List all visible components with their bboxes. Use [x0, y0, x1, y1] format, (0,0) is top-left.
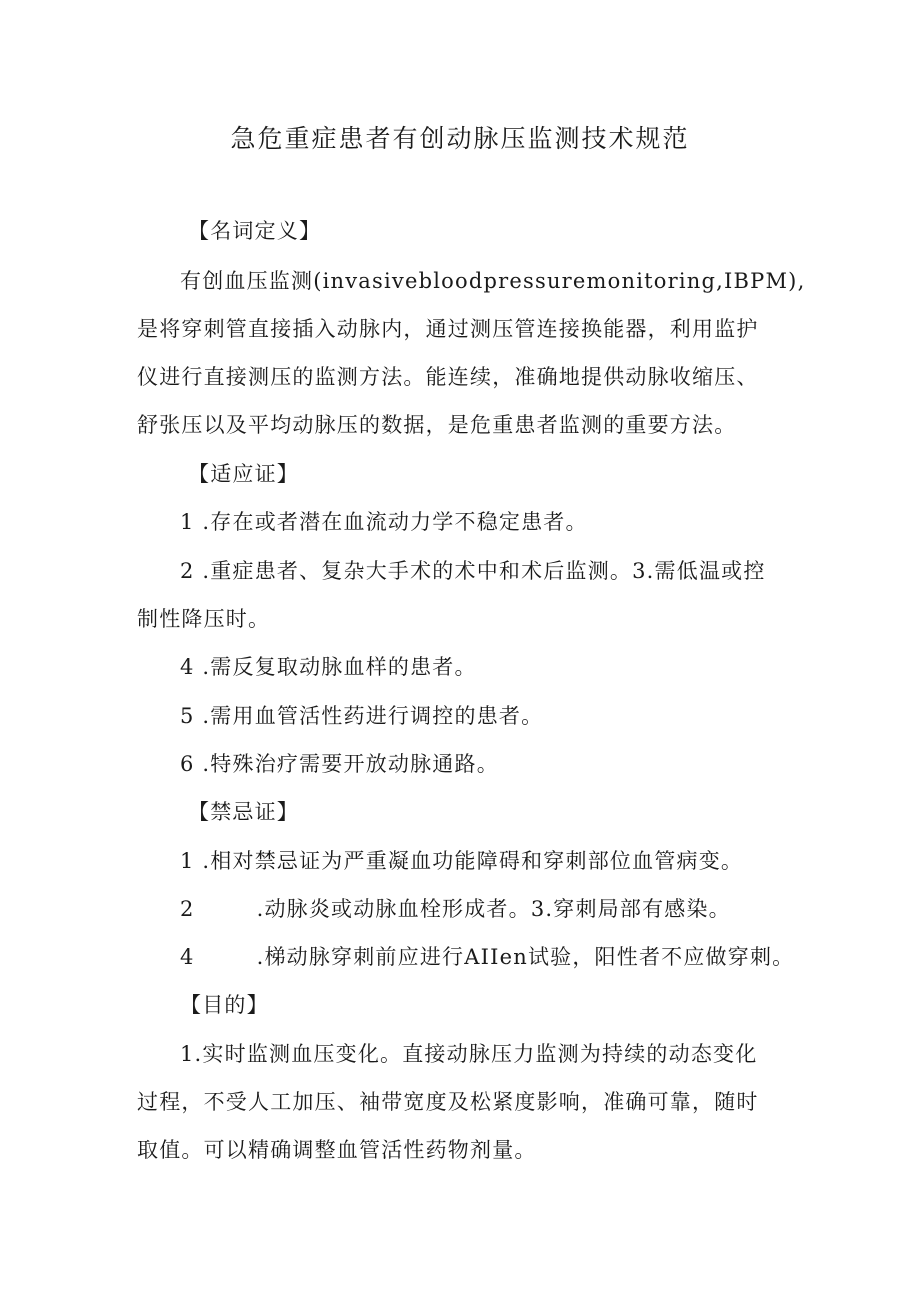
- contraindication-item: 1 .相对禁忌证为严重凝血功能障碍和穿刺部位血管病变。: [180, 849, 744, 873]
- item-number: 4: [180, 945, 195, 969]
- contraindications-heading: 【禁忌证】: [188, 800, 299, 824]
- indication-item: 5 .需用血管活性药进行调控的患者。: [180, 704, 544, 728]
- item-text: .动脉炎或动脉血栓形成者。3.穿刺局部有感染。: [256, 897, 731, 921]
- item-text: .梯动脉穿刺前应进行AIIen试验，阳性者不应做穿刺。: [256, 945, 795, 969]
- indication-item: 6 .特殊治疗需要开放动脉通路。: [180, 752, 499, 776]
- purpose-heading: 【目的】: [180, 993, 269, 1017]
- indication-item: 2 .重症患者、复杂大手术的术中和术后监测。3.需低温或控: [180, 559, 766, 583]
- purpose-line: 1.实时监测血压变化。直接动脉压力监测为持续的动态变化: [180, 1042, 758, 1066]
- definition-line: 是将穿刺管直接插入动脉内，通过测压管连接换能器，利用监护: [137, 317, 759, 341]
- definition-line: 有创血压监测(invasivebloodpressuremonitoring,IBPM),: [180, 269, 806, 293]
- contraindication-item: [180, 894, 840, 924]
- page-title: 急危重症患者有创动脉压监测技术规范: [230, 124, 690, 153]
- item-number: 2: [180, 897, 195, 921]
- contraindication-item: [180, 942, 840, 972]
- definition-line: 舒张压以及平均动脉压的数据，是危重患者监测的重要方法。: [137, 413, 737, 437]
- indications-heading: 【适应证】: [188, 462, 299, 486]
- indication-item-continued: 制性降压时。: [137, 607, 271, 631]
- indication-item: 4 .需反复取动脉血样的患者。: [180, 655, 477, 679]
- purpose-line: 取值。可以精确调整血管活性药物剂量。: [137, 1138, 537, 1162]
- definition-line: 仪进行直接测压的监测方法。能连续，准确地提供动脉收缩压、: [137, 365, 759, 389]
- definition-heading: 【名词定义】: [188, 219, 322, 243]
- indication-item: 1 .存在或者潜在血流动力学不稳定患者。: [180, 510, 588, 534]
- purpose-line: 过程，不受人工加压、袖带宽度及松紧度影响，准确可靠，随时: [137, 1090, 759, 1114]
